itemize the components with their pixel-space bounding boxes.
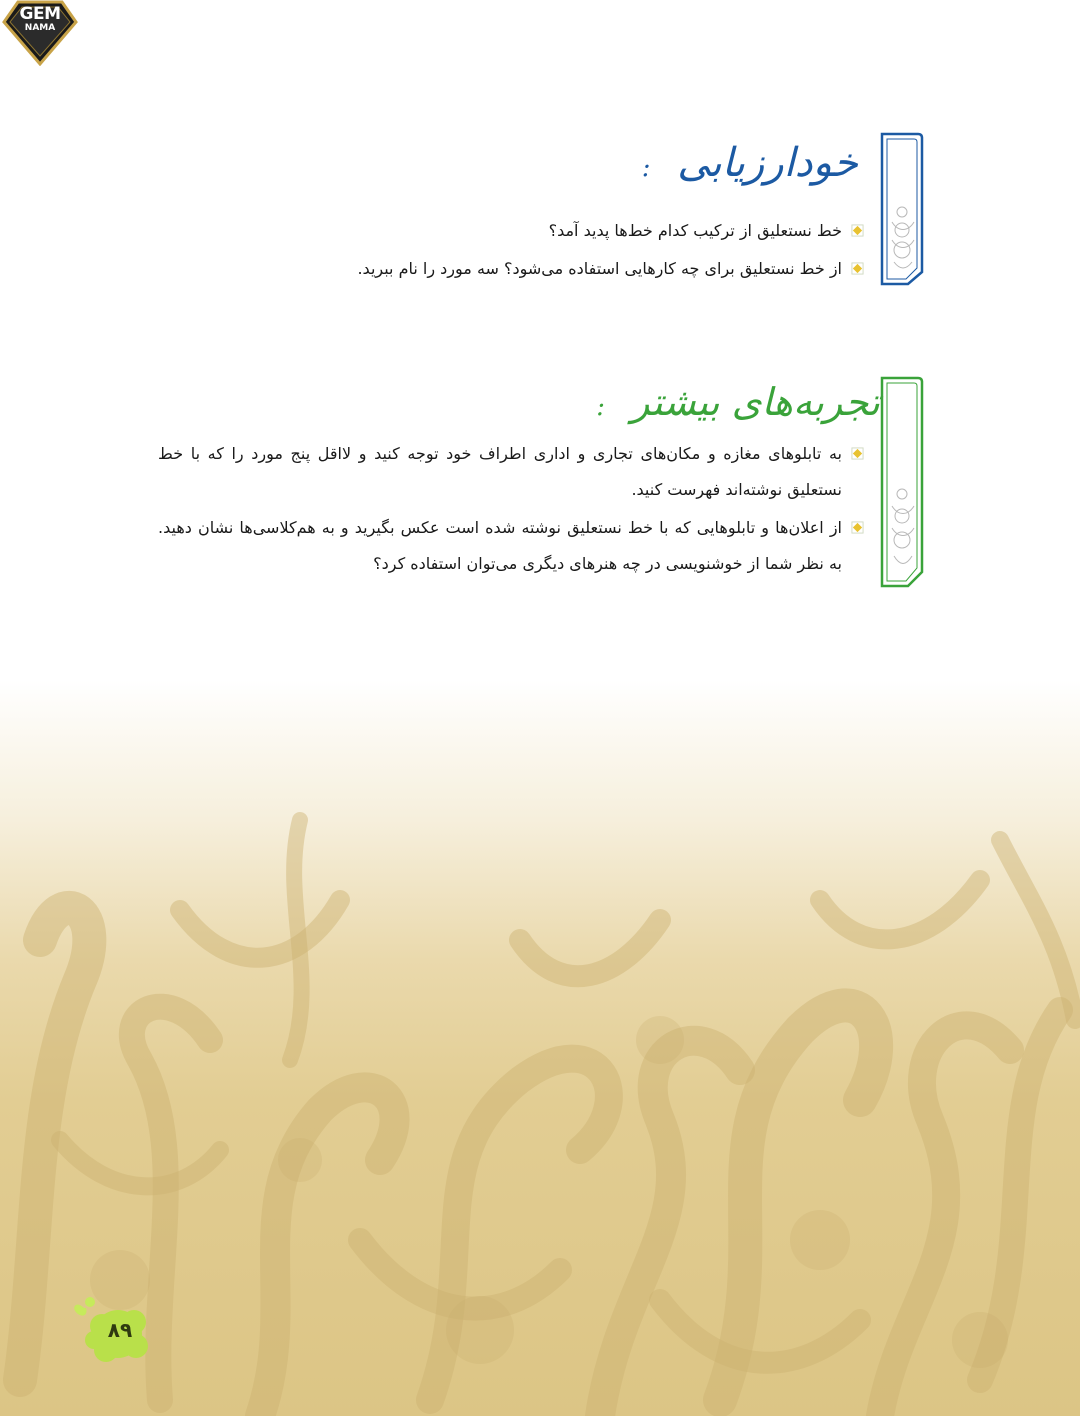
logo-line2: NAMA <box>24 23 56 33</box>
more-experience-frame <box>878 376 924 588</box>
list-item <box>158 510 866 582</box>
logo-line1: GEM <box>19 4 61 24</box>
diamond-bullet-icon <box>851 521 864 534</box>
more-experience-item-2: از اعلان‌ها و تابلوهایی که با خط نستعلیق نوشته شده است عکس بگیرید و به هم‌کلاسی‌ها نشان دهید. به نظر شما از خوشنویسی در چه هنرهای دیگری می‌توان استفاده کرد؟ <box>158 518 842 573</box>
self-assessment-item-1: خط نستعلیق از ترکیب کدام خط‌ها پدید آمد؟ <box>548 221 842 240</box>
self-assessment-frame <box>878 132 924 286</box>
page-number: ۸۹ <box>107 1318 133 1342</box>
list-item <box>166 214 866 248</box>
gemnama-logo <box>0 0 80 66</box>
self-assessment-title-text: خودارزیابی <box>677 140 858 186</box>
self-assessment-item-2: از خط نستعلیق برای چه کارهایی استفاده می‌شود؟ سه مورد را نام ببرید. <box>357 259 842 278</box>
list-item <box>158 436 866 508</box>
self-assessment-colon: : <box>641 153 651 183</box>
more-experience-colon: : <box>596 392 606 422</box>
diamond-bullet-icon <box>851 262 864 275</box>
more-experience-title-text: تجربه‌های بیشتر <box>631 380 880 424</box>
more-experience-list <box>158 436 866 582</box>
self-assessment-title <box>642 140 858 186</box>
list-item <box>166 252 866 286</box>
more-experience-title <box>596 380 880 424</box>
more-experience-item-1: به تابلوهای مغازه و مکان‌های تجاری و اداری اطراف خود توجه کنید و لااقل پنج مورد را که با خط نستعلیق نوشته‌اند فهرست کنید. <box>158 444 842 499</box>
calligraphy-background-art <box>0 680 1080 1416</box>
logo-text <box>12 6 68 33</box>
self-assessment-list <box>166 214 866 286</box>
diamond-bullet-icon <box>851 447 864 460</box>
diamond-bullet-icon <box>851 224 864 237</box>
